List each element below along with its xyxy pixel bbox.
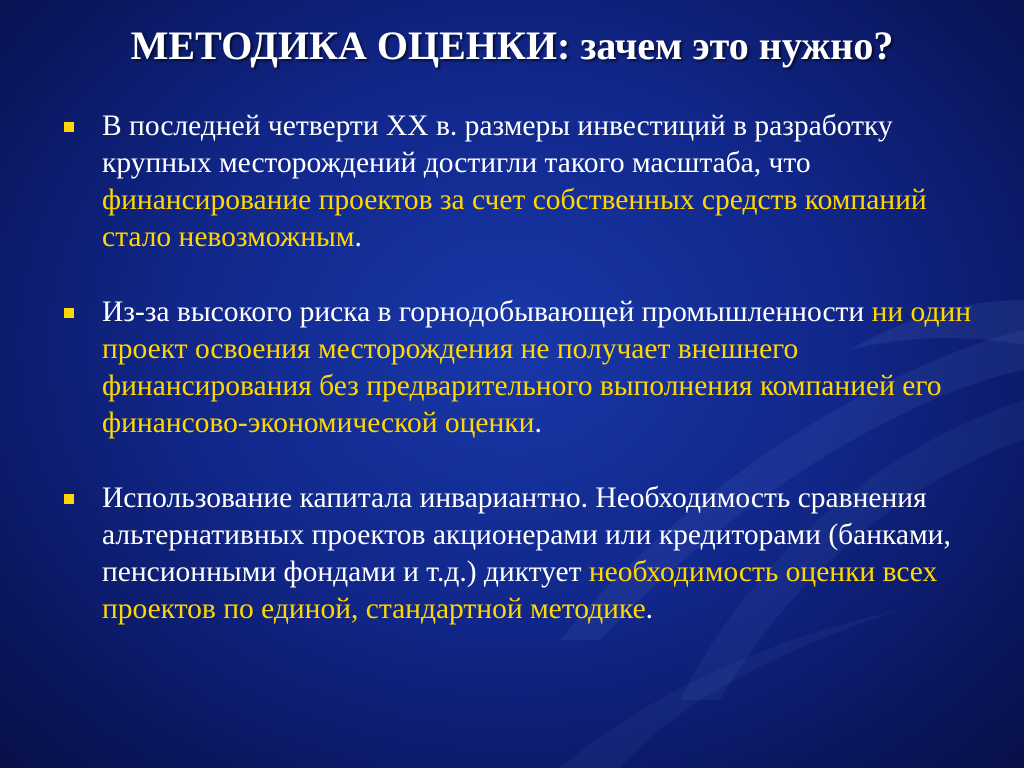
bullet-text-highlight: финансирование проектов за счет собственных средств компаний стало невозможным [102, 184, 927, 253]
bullet-text-plain: В последней четверти XX в. размеры инвестиций в разработку крупных месторождений достигли такого масштаба, что [102, 110, 893, 179]
bullet-list [62, 108, 972, 628]
square-bullet-icon [64, 308, 74, 318]
bullet-item [62, 294, 972, 442]
bullet-text-plain: Использование капитала инвариантно. Необходимость сравнения альтернативных проектов акционерами или кредиторами (банками, пенсионными фондами и т.д.) диктует [102, 482, 951, 588]
bullet-text [102, 294, 972, 442]
square-bullet-icon [64, 494, 74, 504]
bullet-text-end: . [354, 221, 362, 253]
square-bullet-icon [64, 122, 74, 132]
bullet-text [102, 108, 972, 256]
bullet-text [102, 480, 972, 628]
bullet-text-end: . [534, 407, 542, 439]
bullet-text-highlight: ни один проект освоения месторождения не получает внешнего финансирования без предварительного выполнения компанией его финансово-экономической оценки [102, 296, 972, 439]
bullet-text-end: . [645, 593, 654, 625]
bullet-item [62, 480, 972, 628]
bullet-item [62, 108, 972, 256]
bullet-text-plain: Из-за высокого риска в горнодобывающей промышленности [102, 296, 872, 328]
slide-title: МЕТОДИКА ОЦЕНКИ: зачем это нужно? [130, 23, 894, 68]
bullet-text-highlight: необходимость оценки всех проектов по единой, стандартной методике [102, 556, 938, 625]
